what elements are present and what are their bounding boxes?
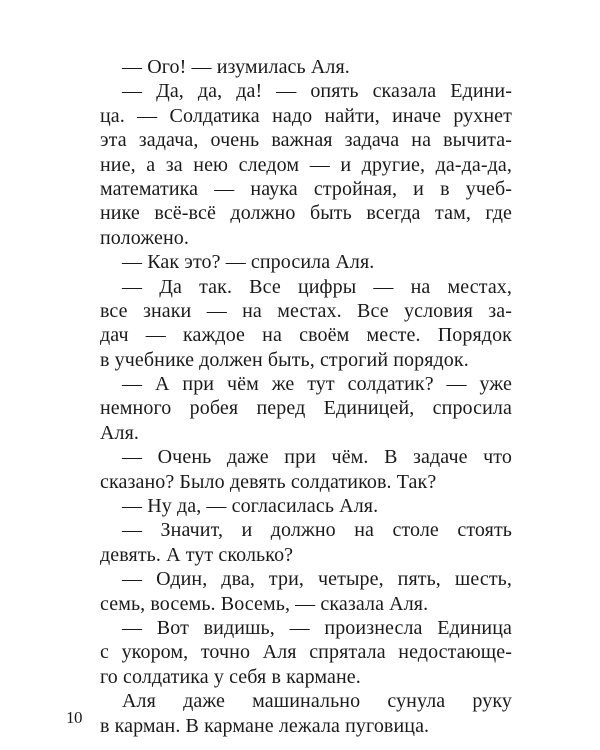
text-line: ние, а за нею следом — и другие, да-да-да, <box>100 153 512 176</box>
text-line: сказано? Было девять солдатиков. Так? <box>100 470 437 493</box>
text-line: положено. <box>100 226 189 249</box>
page-number: 10 <box>66 708 82 727</box>
text-line: эта задача, очень важная задача на вычита- <box>100 129 512 152</box>
text-line: Аля даже машинально сунула руку <box>122 690 512 713</box>
text-line: — Как это? — спросила Аля. <box>122 251 375 274</box>
text-line: — А при чём же тут солдатик? — уже <box>122 373 512 396</box>
story-text <box>100 55 512 738</box>
text-line: — Ну да, — согласилась Аля. <box>122 495 379 518</box>
text-line: — Да так. Все цифры — на местах, <box>122 275 512 298</box>
text-line: дач — каждое на своём месте. Порядок <box>100 324 512 347</box>
text-line: — Один, два, три, четыре, пять, шесть, <box>122 568 512 591</box>
text-line: Аля. <box>100 421 140 444</box>
text-line: — Ого! — изумилась Аля. <box>122 56 350 78</box>
text-line: — Значит, и должно на столе стоять <box>122 519 512 542</box>
text-line: все знаки — на местах. Все условия за- <box>100 299 512 322</box>
text-line: с укором, точно Аля спрятала недостающе- <box>100 641 512 664</box>
text-line: в учебнике должен быть, строгий порядок. <box>100 348 469 371</box>
text-line: — Вот видишь, — произнесла Единица <box>122 616 512 639</box>
text-line: семь, восемь. Восемь, — сказала Аля. <box>100 592 429 615</box>
text-line: в карман. В кармане лежала пуговица. <box>100 714 430 737</box>
text-line: немного робея перед Единицей, спросила <box>100 397 512 420</box>
text-line: нике всё-всё должно быть всегда там, где <box>100 202 512 225</box>
text-line: — Очень даже при чём. В задаче что <box>122 446 512 469</box>
text-line: девять. А тут сколько? <box>100 543 294 566</box>
text-line: математика — наука стройная, и в учеб- <box>100 177 512 200</box>
text-line: го солдатика у себя в кармане. <box>100 665 361 688</box>
text-line: ца. — Солдатика надо найти, иначе рухнет <box>100 104 512 127</box>
text-line: — Да, да, да! — опять сказала Едини- <box>122 80 512 103</box>
